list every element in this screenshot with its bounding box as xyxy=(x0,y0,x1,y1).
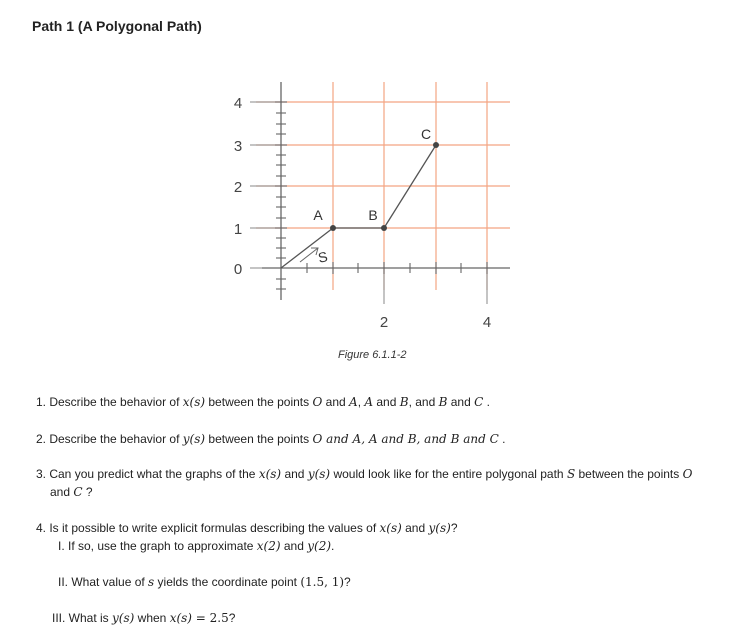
y-tick-label-2: 2 xyxy=(233,179,243,196)
question-4: 4. Is it possible to write explicit formulas describing the values of x(s) and y(s)? xyxy=(36,521,458,535)
y-tick-label-4: 4 xyxy=(233,95,243,112)
x-tick-label-2: 2 xyxy=(379,314,389,331)
label-C: C xyxy=(420,126,432,142)
question-1: 1. Describe the behavior of x(s) between the points O and A, A and B, and B and C . xyxy=(36,395,490,409)
axes xyxy=(262,82,510,300)
question-4-i: I. If so, use the graph to approximate x(2) and y(2). xyxy=(58,539,335,553)
y-tick-leaders xyxy=(250,102,275,268)
arrow-s xyxy=(300,248,318,262)
polygonal-path xyxy=(281,145,436,268)
question-4-iii: III. What is y(s) when x(s) = 2.5? xyxy=(52,611,236,625)
x-tick-label-4: 4 xyxy=(482,314,492,331)
point-B xyxy=(381,225,387,231)
y-tick-label-1: 1 xyxy=(233,221,243,238)
question-3: 3. Can you predict what the graphs of the x(s) and y(s) would look like for the entire polygonal path S between the points O and C ? xyxy=(36,467,693,499)
label-A: A xyxy=(313,207,323,223)
label-S: S xyxy=(316,248,330,266)
grid xyxy=(256,82,510,290)
question-4-ii: II. What value of s yields the coordinate point (1.5, 1)? xyxy=(58,575,351,589)
y-tick-label-3: 3 xyxy=(233,138,243,155)
question-2: 2. Describe the behavior of y(s) between the points O and A, A and B, and B and C . xyxy=(36,432,506,446)
label-B: B xyxy=(368,207,378,223)
point-A xyxy=(330,225,336,231)
figure-caption: Figure 6.1.1-2 xyxy=(338,349,407,361)
point-C xyxy=(433,142,439,148)
y-tick-label-0: 0 xyxy=(233,261,243,278)
page-title: Path 1 (A Polygonal Path) xyxy=(32,18,202,34)
